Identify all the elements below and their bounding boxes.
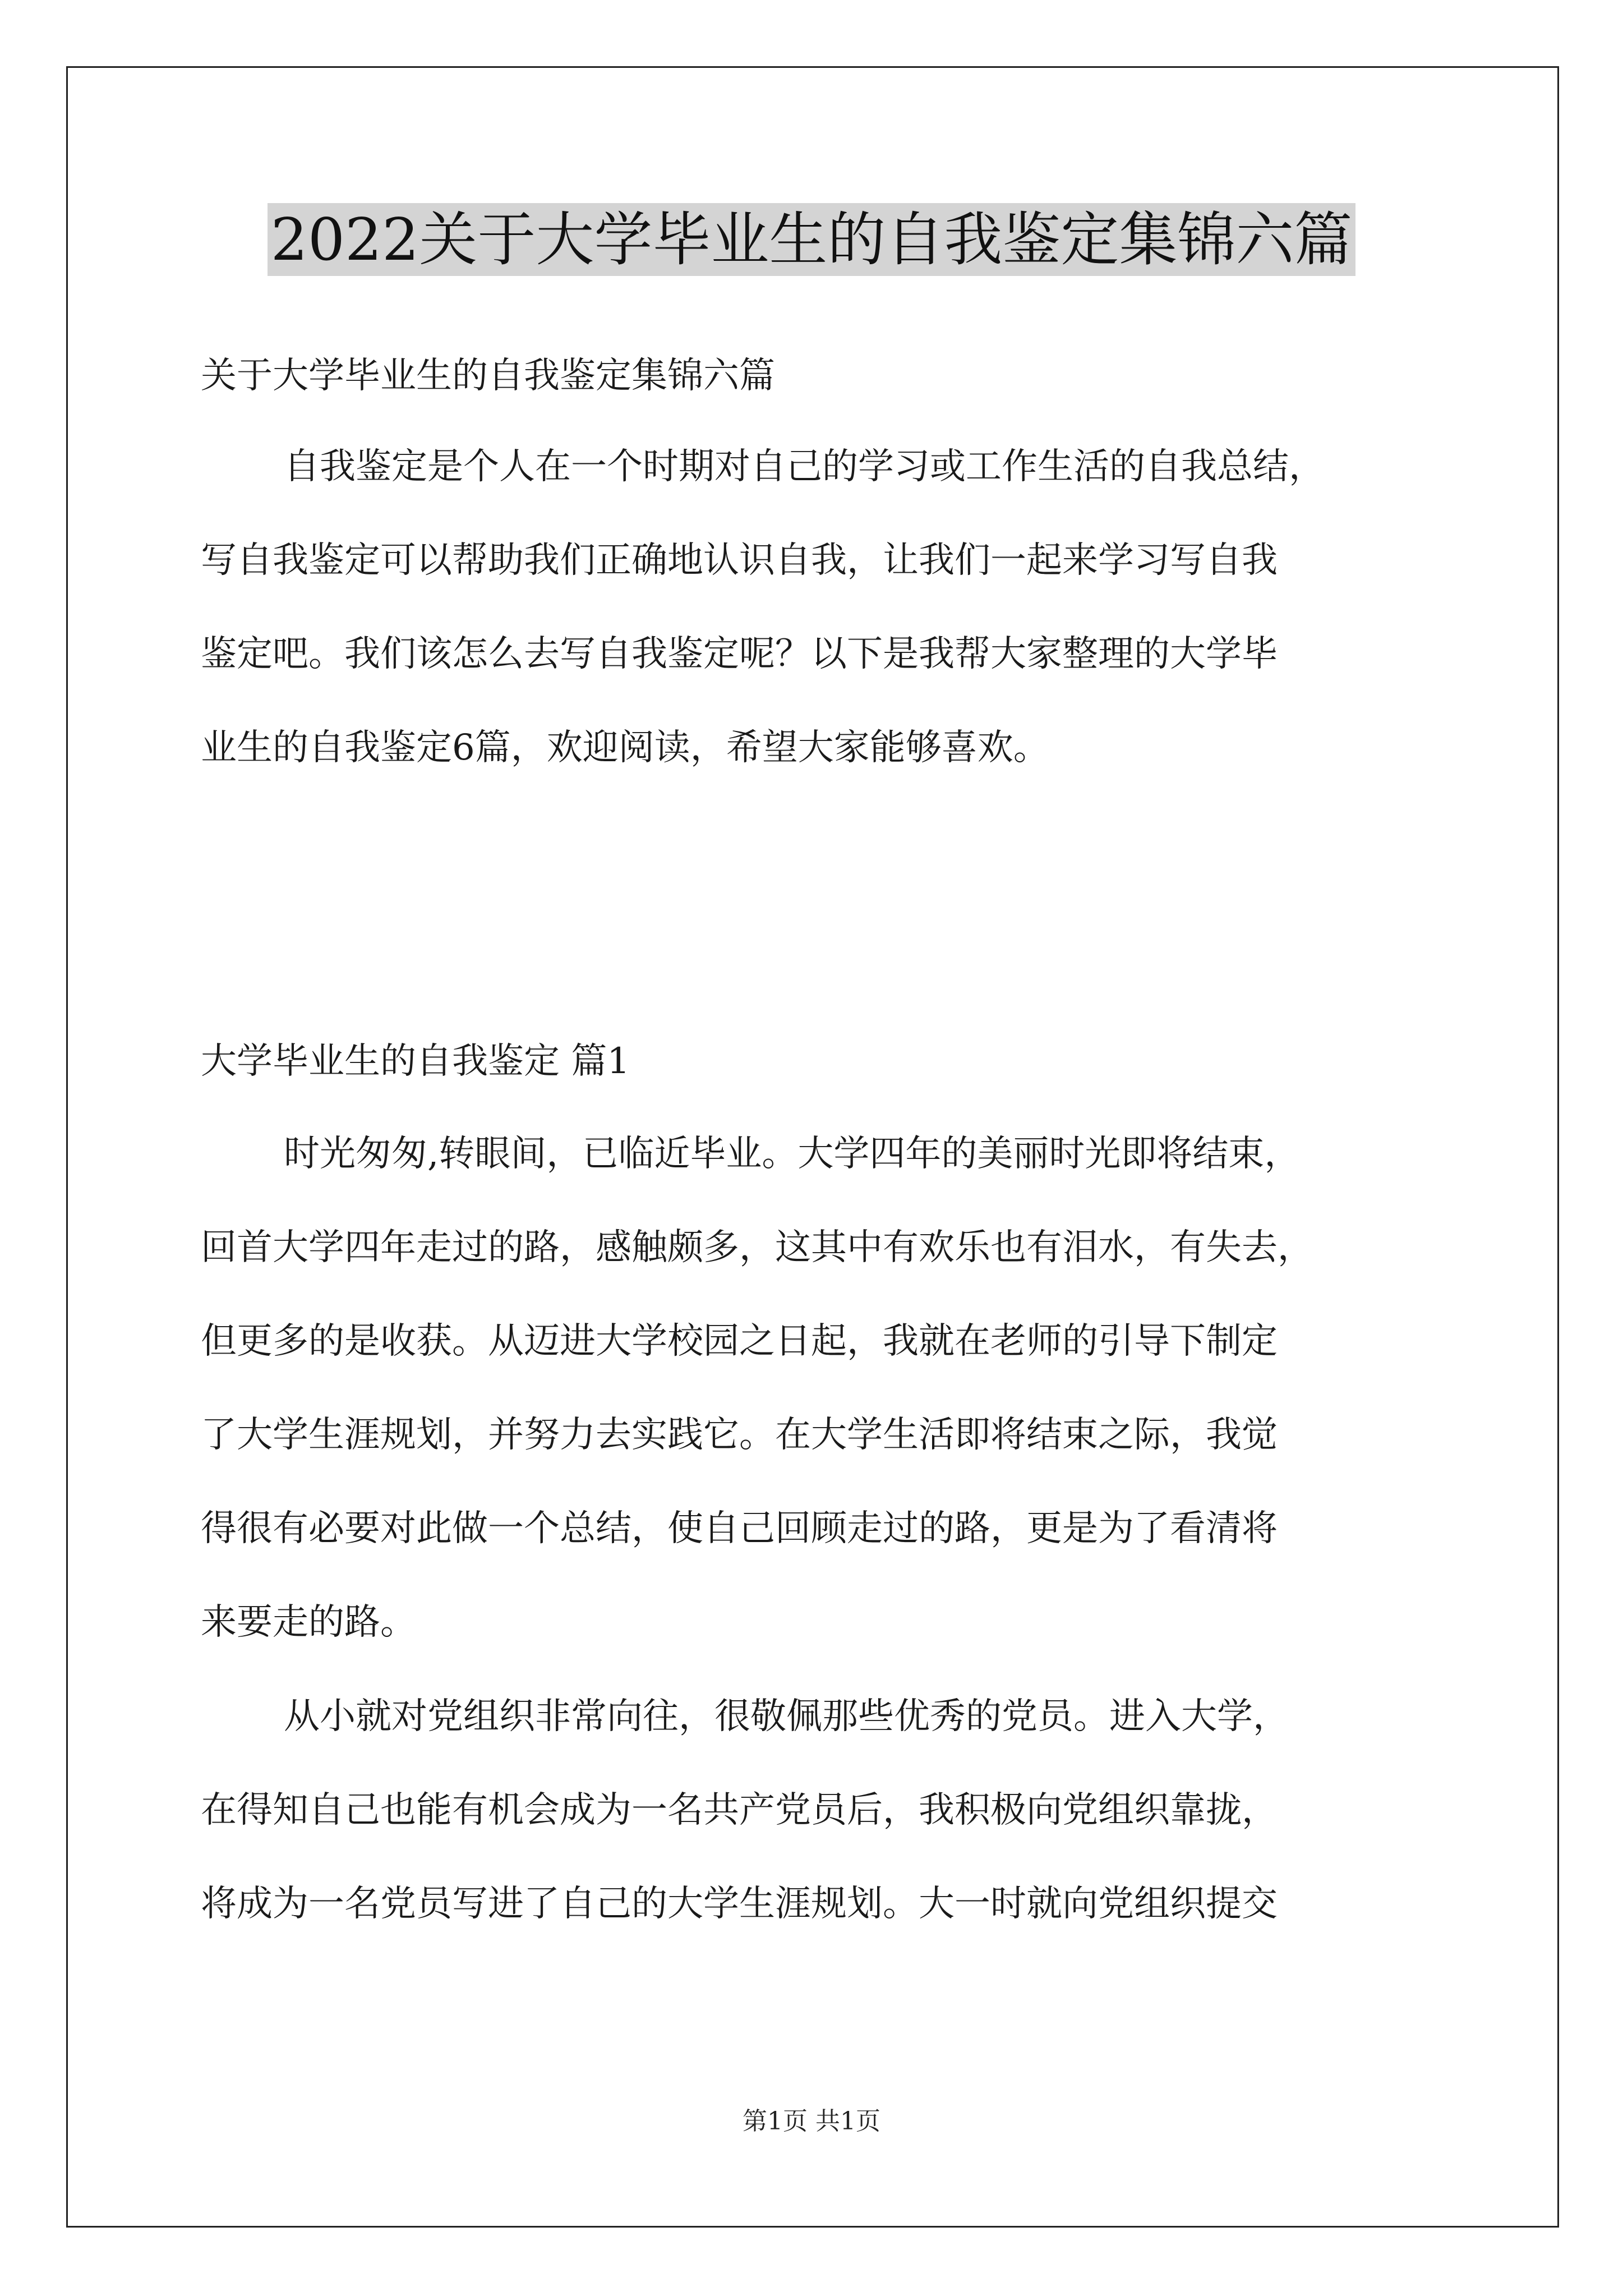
- intro-line-1: 自我鉴定是个人在一个时期对自己的学习或工作生活的自我总结，: [284, 446, 1325, 487]
- para2-line-1: 从小就对党组织非常向往，很敬佩那些优秀的党员。进入大学，: [284, 1696, 1289, 1737]
- para1-line-4: 了大学生涯规划，并努力去实践它。在大学生活即将结束之际，我觉: [201, 1414, 1278, 1456]
- para1-line-6: 来要走的路。: [201, 1602, 416, 1643]
- para1-line-3: 但更多的是收获。从迈进大学校园之日起，我就在老师的引导下制定: [201, 1320, 1278, 1362]
- intro-line-4: 业生的自我鉴定6篇，欢迎阅读，希望大家能够喜欢。: [201, 727, 1049, 769]
- para2-line-3: 将成为一名党员写进了自己的大学生涯规划。大一时就向党组织提交: [201, 1883, 1278, 1925]
- para2-line-2: 在得知自己也能有机会成为一名共产党员后，我积极向党组织靠拢，: [201, 1789, 1278, 1831]
- document-subtitle: 关于大学毕业生的自我鉴定集锦六篇: [201, 355, 775, 397]
- para1-line-1: 时光匆匆,转眼间，已临近毕业。大学四年的美丽时光即将结束，: [284, 1133, 1301, 1175]
- document-title: [0, 197, 1623, 282]
- document-title-text: 2022关于大学毕业生的自我鉴定集锦六篇: [268, 203, 1356, 276]
- intro-line-2: 写自我鉴定可以帮助我们正确地认识自我，让我们一起来学习写自我: [201, 540, 1278, 581]
- intro-line-3: 鉴定吧。我们该怎么去写自我鉴定呢？以下是我帮大家整理的大学毕: [201, 633, 1278, 675]
- para1-line-5: 得很有必要对此做一个总结，使自己回顾走过的路，更是为了看清将: [201, 1508, 1278, 1549]
- section-heading: 大学毕业生的自我鉴定 篇1: [201, 1041, 630, 1082]
- para1-line-2: 回首大学四年走过的路，感触颇多，这其中有欢乐也有泪水，有失去，: [201, 1227, 1313, 1268]
- page-footer: 第1页 共1页: [743, 2107, 880, 2136]
